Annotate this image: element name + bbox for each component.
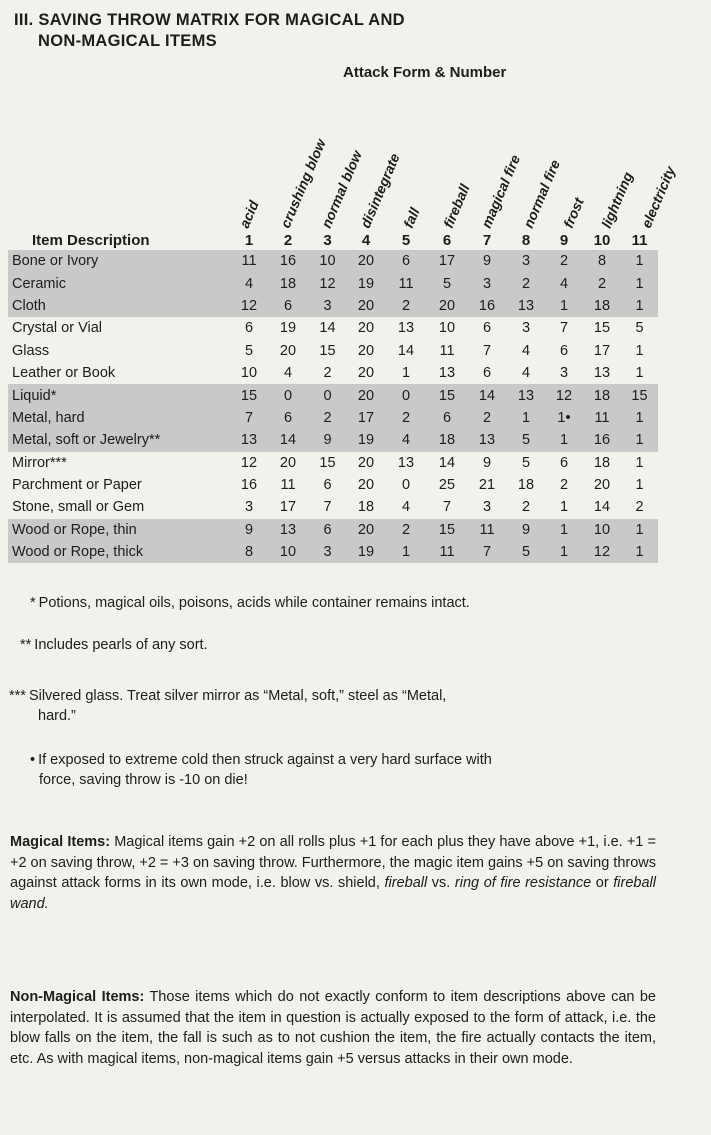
- save-value: 5: [507, 429, 545, 451]
- item-name: Wood or Rope, thick: [8, 541, 230, 563]
- save-value: 2: [507, 272, 545, 294]
- save-value: 6: [559, 454, 569, 471]
- column-header-label: acid: [236, 198, 262, 231]
- save-value: 1•: [545, 407, 583, 429]
- non-magical-text: Those items which do not exactly conform to item descriptions above can be interpolated. It is assumed that the item in question is actually exposed to the form of attack, i.e. the blow falls on the item, the fall is such as to not cushion the item, the fire actually contacts the item, etc. As with magical items, non-magical items gain +5 versus attacks in their own mode.: [10, 989, 656, 1068]
- save-value: 3: [467, 272, 507, 294]
- save-value: 0: [385, 384, 427, 406]
- save-value: 18: [357, 499, 375, 516]
- footnote-text-cont: hard.”: [38, 708, 76, 724]
- save-value: 11: [385, 272, 427, 294]
- save-value: 9: [467, 250, 507, 272]
- item-name: Glass: [12, 342, 50, 359]
- save-value: 13: [593, 365, 611, 382]
- save-value: 21: [478, 477, 496, 494]
- footnote-liquid: [30, 593, 470, 613]
- item-name: Wood or Rope, thin: [8, 519, 230, 541]
- non-magical-items-heading: Non-Magical Items:: [10, 989, 145, 1005]
- save-value: 1: [621, 250, 658, 272]
- column-header-label: lightning: [598, 169, 636, 231]
- table-row: [8, 541, 658, 563]
- footnote-text-cont: force, saving throw is -10 on die!: [39, 772, 248, 788]
- item-name: Metal, hard: [8, 407, 230, 429]
- save-value: 5: [244, 342, 254, 359]
- table-row: [8, 519, 658, 541]
- save-value: 7: [230, 407, 268, 429]
- save-value: 10: [438, 320, 456, 337]
- save-value: 6: [308, 519, 347, 541]
- item-name: Leather or Book: [12, 365, 116, 382]
- magical-italic-3: fireball wand.: [10, 875, 656, 913]
- footnote-text: Silvered glass. Treat silver mirror as “Metal, soft,” steel as “Metal,: [28, 688, 447, 704]
- save-value: 11: [230, 250, 268, 272]
- save-value: 13: [438, 365, 456, 382]
- column-number: 3: [323, 231, 332, 249]
- save-value: 12: [240, 454, 258, 471]
- save-value: 10: [308, 250, 347, 272]
- save-value: 5: [507, 541, 545, 563]
- column-number: 6: [442, 231, 452, 249]
- magical-text-1: Magical items gain +2 on all rolls plus +1 for each plus they have above +1, i.e. +1 = +2 on saving throw, +2 = +3 on saving throw. Furthermore, the magic item gains +5 on saving throws against attack forms in its own mode, i.e. blow vs. shield,: [10, 834, 657, 892]
- save-value: 14: [397, 342, 415, 359]
- save-value: 2: [635, 499, 644, 516]
- table-row: [8, 295, 658, 317]
- save-value: 15: [593, 320, 611, 337]
- save-value: 15: [319, 454, 336, 471]
- item-name: Stone, small or Gem: [12, 499, 145, 516]
- save-value: 14: [319, 320, 336, 337]
- save-value: 11: [439, 342, 455, 359]
- save-value: 10: [268, 541, 308, 563]
- table-row: [8, 429, 658, 451]
- save-value: 1: [635, 454, 644, 471]
- save-value: 2: [308, 407, 347, 429]
- save-value: 7: [467, 541, 507, 563]
- save-value: 20: [279, 454, 297, 471]
- save-value: 7: [482, 342, 492, 359]
- save-value: 16: [583, 429, 621, 451]
- save-value: 13: [397, 320, 415, 337]
- save-value: 6: [268, 295, 308, 317]
- item-name: Ceramic: [8, 272, 230, 294]
- save-value: 13: [397, 454, 415, 471]
- save-value: 1: [545, 429, 583, 451]
- save-value: 4: [521, 342, 531, 359]
- save-value: 20: [347, 384, 385, 406]
- save-value: 20: [347, 250, 385, 272]
- save-value: 12: [583, 541, 621, 563]
- save-value: 17: [427, 250, 467, 272]
- save-value: 19: [347, 272, 385, 294]
- column-header-label: magical fire: [478, 152, 524, 231]
- item-description-header: Item Description: [32, 231, 150, 249]
- save-value: 20: [593, 477, 611, 494]
- table-row: [8, 452, 658, 474]
- save-value: 9: [308, 429, 347, 451]
- column-header-label: normal blow: [318, 148, 365, 231]
- save-value: 12: [545, 384, 583, 406]
- save-value: 16: [268, 250, 308, 272]
- column-header-label: electricity: [638, 163, 679, 231]
- save-value: 13: [230, 429, 268, 451]
- save-value: 19: [347, 429, 385, 451]
- save-value: 2: [545, 250, 583, 272]
- save-value: 20: [357, 454, 375, 471]
- column-header-label: fireball: [440, 181, 473, 231]
- footnote-frost: [30, 750, 492, 790]
- footnote-mark: *: [30, 595, 36, 611]
- save-value: 4: [521, 365, 531, 382]
- save-value: 3: [559, 365, 569, 382]
- save-value: 2: [583, 272, 621, 294]
- save-value: 0: [401, 477, 411, 494]
- non-magical-items-paragraph: [10, 987, 656, 1070]
- footnote-mirror: [9, 686, 446, 726]
- save-value: 1: [635, 365, 644, 382]
- item-name: Cloth: [8, 295, 230, 317]
- saving-throw-table: [8, 230, 658, 563]
- save-value: 20: [357, 365, 375, 382]
- magical-items-heading: Magical Items:: [10, 834, 111, 850]
- save-value: 18: [583, 295, 621, 317]
- save-value: 3: [244, 499, 254, 516]
- save-value: 6: [244, 320, 254, 337]
- save-value: 1: [545, 295, 583, 317]
- column-number: 1: [244, 231, 254, 249]
- save-value: 18: [517, 477, 535, 494]
- save-value: 16: [467, 295, 507, 317]
- save-value: 4: [283, 365, 293, 382]
- save-value: 3: [308, 295, 347, 317]
- save-value: 4: [230, 272, 268, 294]
- save-value: 2: [323, 365, 332, 382]
- save-value: 10: [240, 365, 258, 382]
- save-value: 2: [385, 519, 427, 541]
- save-value: 8: [583, 250, 621, 272]
- save-value: 6: [482, 365, 492, 382]
- save-value: 4: [385, 429, 427, 451]
- save-value: 9: [507, 519, 545, 541]
- save-value: 7: [442, 499, 452, 516]
- column-number: 4: [361, 231, 371, 249]
- magical-text-2: vs.: [427, 875, 455, 892]
- save-value: 15: [427, 384, 467, 406]
- item-name: Mirror***: [12, 454, 67, 471]
- save-value: 7: [559, 320, 569, 337]
- table-row: [8, 496, 658, 518]
- column-header-label: fall: [400, 205, 423, 231]
- save-value: 14: [438, 454, 456, 471]
- save-value: 15: [427, 519, 467, 541]
- item-name: Parchment or Paper: [12, 477, 142, 494]
- save-value: 20: [357, 320, 375, 337]
- table-row: [8, 250, 658, 272]
- save-value: 20: [357, 342, 375, 359]
- save-value: 2: [467, 407, 507, 429]
- footnote-text: Includes pearls of any sort.: [34, 637, 208, 653]
- save-value: 4: [545, 272, 583, 294]
- attack-form-heading: Attack Form & Number: [343, 64, 507, 81]
- save-value: 1: [635, 342, 644, 359]
- save-value: 0: [308, 384, 347, 406]
- item-name: Liquid*: [8, 384, 230, 406]
- save-value: 17: [279, 499, 297, 516]
- save-value: 1: [621, 429, 658, 451]
- magical-italic-2: ring of fire resistance: [454, 875, 592, 892]
- save-value: 6: [385, 250, 427, 272]
- save-value: 14: [268, 429, 308, 451]
- column-number: 9: [559, 231, 569, 249]
- table-row: [8, 340, 658, 362]
- save-value: 12: [308, 272, 347, 294]
- column-number: 7: [482, 231, 492, 249]
- table-row: [8, 474, 658, 496]
- column-number: 11: [631, 231, 648, 249]
- save-value: 2: [385, 295, 427, 317]
- save-value: 6: [559, 342, 569, 359]
- save-value: 19: [279, 320, 297, 337]
- save-value: 20: [347, 519, 385, 541]
- footnote-jewelry: [20, 635, 208, 655]
- save-value: 5: [427, 272, 467, 294]
- save-value: 11: [583, 407, 621, 429]
- save-value: 6: [268, 407, 308, 429]
- footnote-mark: ***: [9, 688, 26, 704]
- table-row: [8, 384, 658, 406]
- save-value: 1: [559, 499, 569, 516]
- save-value: 14: [467, 384, 507, 406]
- save-value: 15: [319, 342, 336, 359]
- save-value: 3: [308, 541, 347, 563]
- save-value: 11: [427, 541, 467, 563]
- save-value: 1: [401, 365, 411, 382]
- save-value: 16: [240, 477, 258, 494]
- save-value: 9: [230, 519, 268, 541]
- save-value: 0: [268, 384, 308, 406]
- save-value: 19: [347, 541, 385, 563]
- footnote-mark: •: [30, 752, 36, 768]
- save-value: 6: [427, 407, 467, 429]
- column-number: 2: [283, 231, 293, 249]
- save-value: 20: [279, 342, 297, 359]
- save-value: 20: [427, 295, 467, 317]
- save-value: 6: [323, 477, 332, 494]
- table-row: [8, 272, 658, 294]
- save-value: 1: [621, 295, 658, 317]
- column-header-label: disintegrate: [357, 150, 403, 231]
- save-value: 18: [593, 454, 611, 471]
- section-title-line2: NON-MAGICAL ITEMS: [38, 32, 217, 50]
- save-value: 20: [357, 477, 375, 494]
- footnote-mark: **: [20, 637, 32, 653]
- column-number: 10: [593, 231, 611, 249]
- column-number: 8: [521, 231, 531, 249]
- save-value: 4: [401, 499, 411, 516]
- save-value: 1: [621, 519, 658, 541]
- save-value: 13: [507, 384, 545, 406]
- footnote-text: If exposed to extreme cold then struck against a very hard surface with: [38, 752, 492, 768]
- column-number: 5: [401, 231, 411, 249]
- item-name: Bone or Ivory: [8, 250, 230, 272]
- save-value: 9: [482, 454, 492, 471]
- save-value: 2: [521, 499, 531, 516]
- save-value: 1: [545, 519, 583, 541]
- save-value: 25: [438, 477, 456, 494]
- section-title: [14, 10, 574, 52]
- item-name: Metal, soft or Jewelry**: [8, 429, 230, 451]
- save-value: 13: [507, 295, 545, 317]
- save-value: 1: [621, 272, 658, 294]
- save-value: 1: [635, 477, 644, 494]
- save-value: 18: [268, 272, 308, 294]
- table-row: [8, 407, 658, 429]
- save-value: 15: [621, 384, 658, 406]
- save-value: 14: [593, 499, 611, 516]
- save-value: 1: [385, 541, 427, 563]
- save-value: 20: [347, 295, 385, 317]
- save-value: 1: [621, 407, 658, 429]
- save-value: 18: [583, 384, 621, 406]
- save-value: 1: [621, 541, 658, 563]
- save-value: 12: [230, 295, 268, 317]
- table-row: [8, 317, 658, 339]
- save-value: 15: [230, 384, 268, 406]
- save-value: 3: [482, 499, 492, 516]
- save-value: 8: [230, 541, 268, 563]
- save-value: 2: [385, 407, 427, 429]
- save-value: 2: [559, 477, 569, 494]
- save-value: 3: [521, 320, 531, 337]
- save-value: 1: [507, 407, 545, 429]
- save-value: 5: [521, 454, 531, 471]
- footnote-text: Potions, magical oils, poisons, acids while container remains intact.: [38, 595, 470, 611]
- column-header-label: normal fire: [520, 157, 564, 231]
- save-value: 5: [635, 320, 644, 337]
- table-row: [8, 362, 658, 384]
- section-title-line1: III. SAVING THROW MATRIX FOR MAGICAL AND: [14, 11, 405, 29]
- save-value: 1: [545, 541, 583, 563]
- magical-italic-1: fireball: [384, 875, 428, 892]
- save-value: 6: [482, 320, 492, 337]
- save-value: 17: [347, 407, 385, 429]
- column-header-label: crushing blow: [277, 136, 329, 231]
- save-value: 17: [593, 342, 611, 359]
- save-value: 18: [427, 429, 467, 451]
- column-header-label: frost: [560, 195, 587, 231]
- save-value: 11: [467, 519, 507, 541]
- save-value: 13: [467, 429, 507, 451]
- item-name: Crystal or Vial: [12, 320, 102, 337]
- save-value: 10: [583, 519, 621, 541]
- save-value: 3: [507, 250, 545, 272]
- save-value: 11: [280, 477, 296, 494]
- magical-items-paragraph: [10, 832, 656, 915]
- save-value: 7: [323, 499, 332, 516]
- save-value: 13: [268, 519, 308, 541]
- magical-text-3: or: [591, 875, 614, 892]
